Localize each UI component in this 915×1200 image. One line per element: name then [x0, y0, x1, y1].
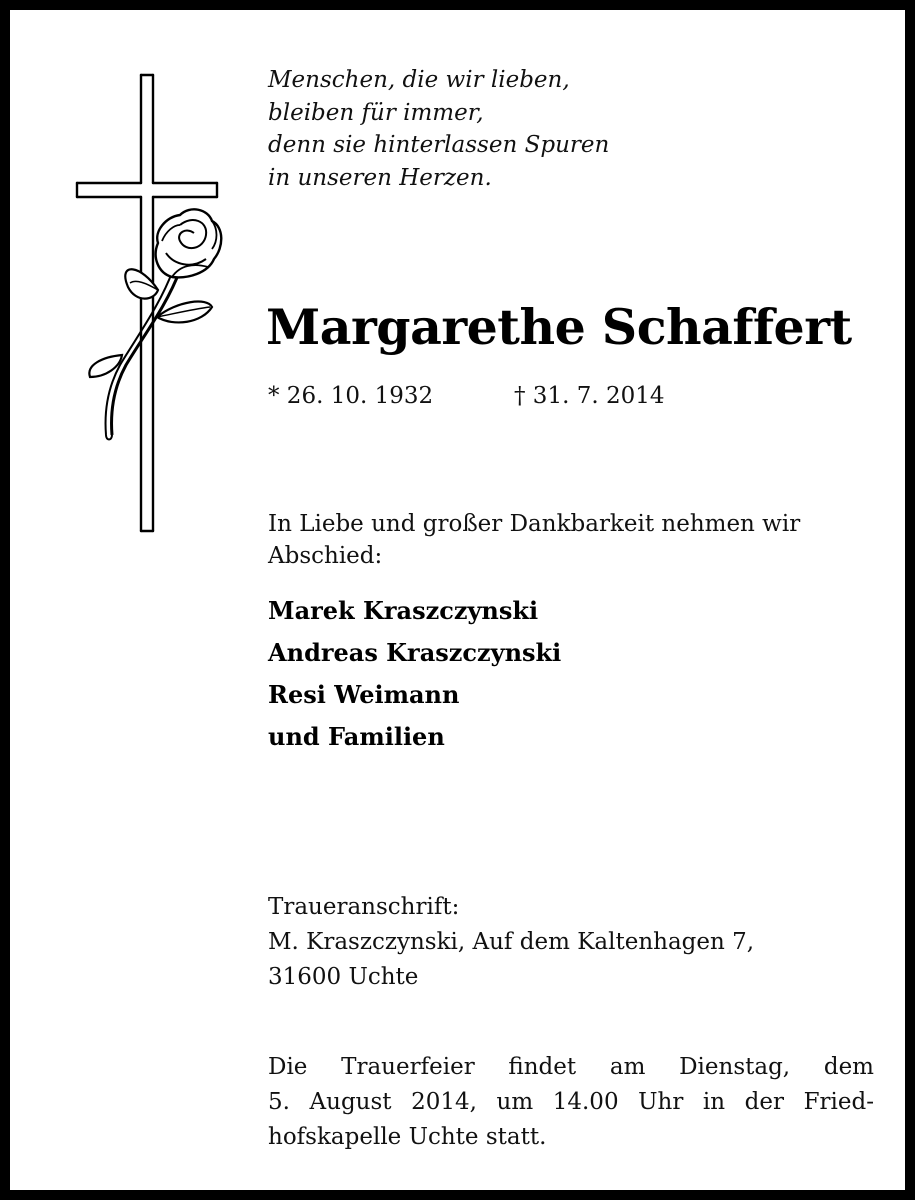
poem-line: in unseren Herzen.	[268, 164, 492, 191]
mourners-list	[268, 590, 868, 758]
address-heading: Traueranschrift:	[268, 894, 460, 920]
birth-date: * 26. 10. 1932	[268, 383, 434, 409]
poem-line: denn sie hinterlassen Spuren	[268, 132, 610, 158]
mourner-name: und Familien	[268, 722, 445, 751]
address-line: 31600 Uchte	[268, 964, 419, 990]
poem-line: Menschen, die wir lieben,	[268, 67, 570, 93]
address-line: M. Kraszczynski, Auf dem Kaltenhagen 7,	[268, 929, 755, 955]
mourner-name: Marek Kraszczynski	[268, 596, 539, 625]
poem-line: bleiben für immer,	[268, 99, 484, 126]
memorial-poem	[268, 64, 828, 194]
farewell-text: In Liebe und großer Dankbarkeit nehmen wir Abschied:	[268, 511, 801, 569]
funeral-service-info	[268, 1050, 874, 1155]
service-line: 5. August 2014, um 14.00 Uhr in der Fried-	[268, 1089, 874, 1115]
cross-with-rose-icon	[62, 65, 232, 540]
mourning-address	[268, 890, 868, 995]
death-date: † 31. 7. 2014	[514, 383, 665, 409]
service-line: Die Trauerfeier findet am Dienstag, dem	[268, 1054, 874, 1080]
mourner-name: Resi Weimann	[268, 680, 460, 709]
mourner-name: Andreas Kraszczynski	[268, 638, 562, 667]
service-line: hofskapelle Uchte statt.	[268, 1124, 547, 1150]
deceased-name: Margarethe Schaffert	[266, 298, 852, 356]
